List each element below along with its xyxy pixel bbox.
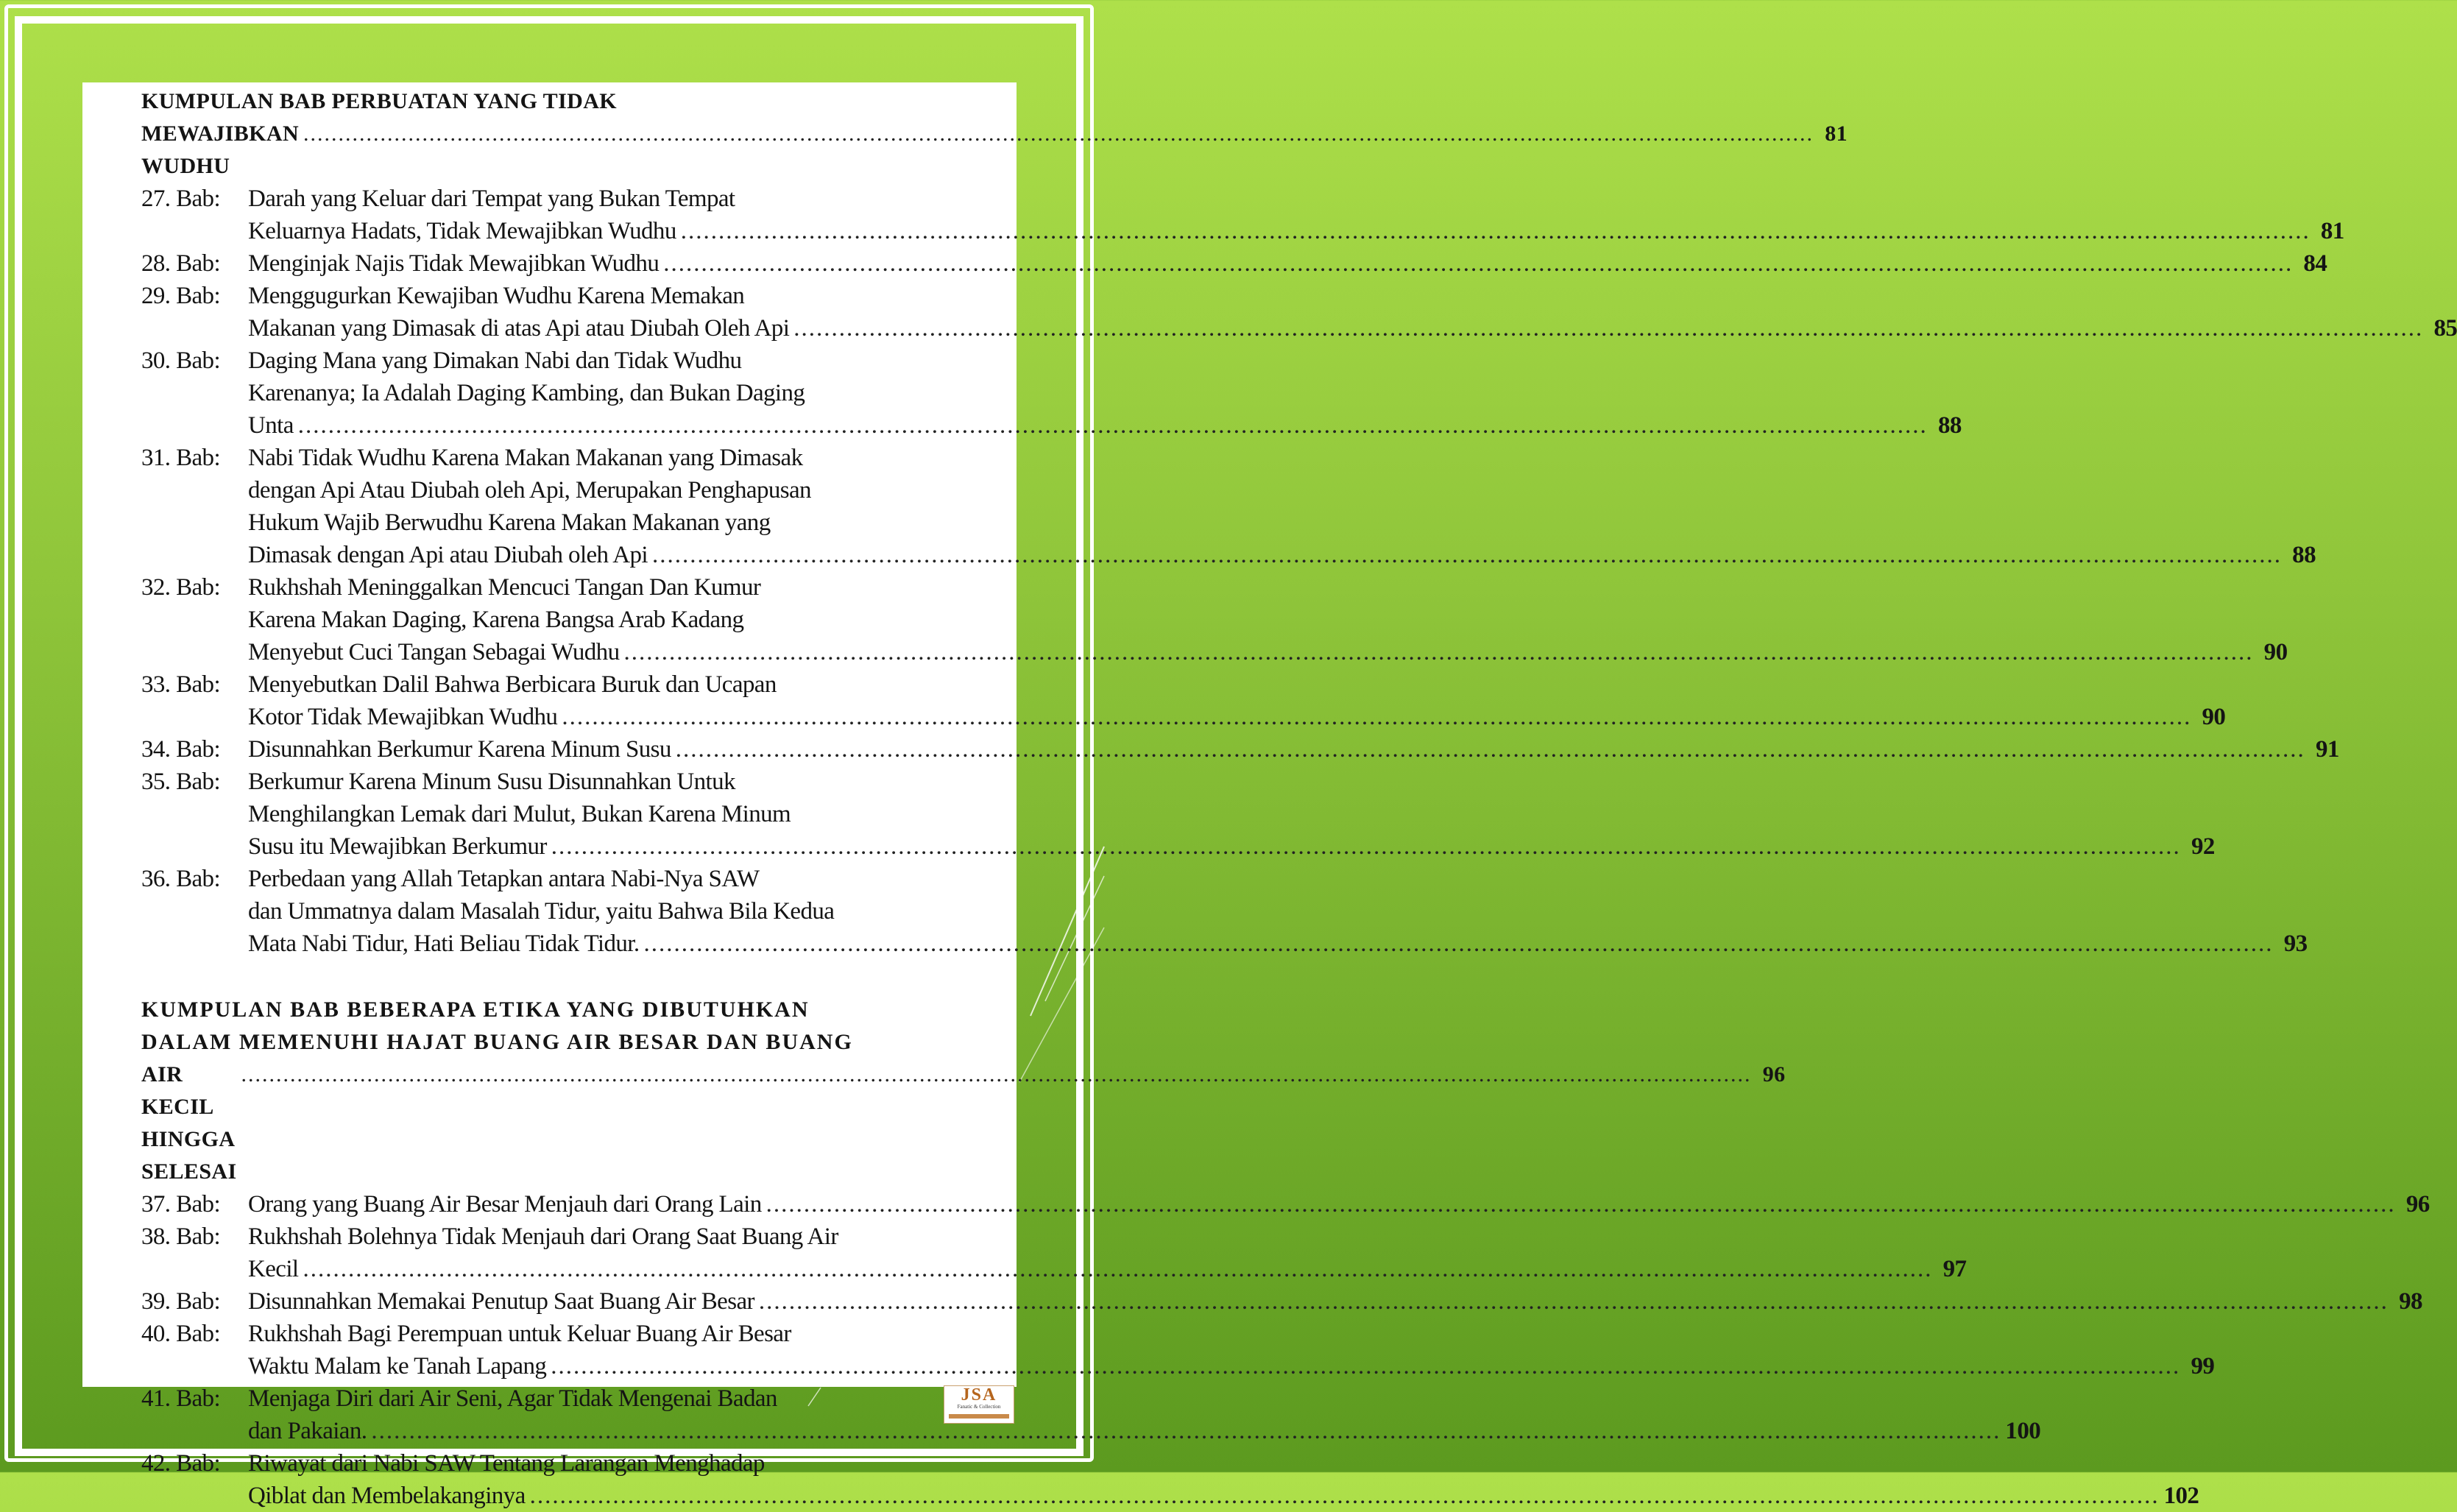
- entry-title-line: Rukhshah Bolehnya Tidak Menjauh dari Orang Saat Buang Air: [248, 1223, 838, 1250]
- toc-entry: [141, 1188, 2430, 1220]
- entry-title: [248, 1447, 2199, 1512]
- dot-leader: [793, 312, 2423, 345]
- dot-leader: [303, 118, 1814, 150]
- toc-entry: [141, 668, 2226, 733]
- page-number: 81: [2320, 218, 2344, 244]
- toc-entry: [141, 863, 2308, 960]
- section-gap: [141, 960, 969, 994]
- entry-title: [248, 280, 2457, 345]
- dot-leader: [766, 1188, 2396, 1220]
- entry-title-last-line: [248, 830, 2215, 863]
- entry-title-line: Rukhshah Bagi Perempuan untuk Keluar Buang Air Besar: [248, 1321, 791, 1347]
- entry-number: 35. Bab:: [141, 769, 221, 795]
- section-heading-last-line: [141, 1059, 1786, 1188]
- page-number: 96: [2405, 1191, 2430, 1218]
- toc-entry: [141, 733, 2339, 766]
- entry-title-line: Darah yang Keluar dari Tempat yang Bukan Tempat: [248, 186, 735, 212]
- entry-title-last-line: [248, 701, 2225, 733]
- entry-title-text: Mata Nabi Tidur, Hati Beliau Tidak Tidur.: [248, 930, 640, 957]
- entry-title-last-line: [248, 928, 2308, 960]
- entry-title-line: Menjaga Diri dari Air Seni, Agar Tidak Mengenai Badan: [248, 1385, 777, 1412]
- entry-title: [248, 1285, 2422, 1318]
- page-number: 90: [2202, 704, 2226, 730]
- entry-title-text: Dimasak dengan Api atau Diubah oleh Api: [248, 542, 648, 568]
- dot-leader: [759, 1285, 2389, 1318]
- entry-title-last-line: [248, 1350, 2214, 1382]
- page-number: 91: [2315, 736, 2339, 763]
- entry-number: 32. Bab:: [141, 574, 221, 601]
- toc-entry: [141, 247, 2327, 280]
- entry-number: 33. Bab:: [141, 671, 221, 698]
- entry-title-line: Riwayat dari Nabi SAW Tentang Larangan Menghadap: [248, 1450, 765, 1477]
- entry-title: [248, 442, 2316, 571]
- entry-title-line: Karena Makan Daging, Karena Bangsa Arab Kadang: [248, 607, 744, 633]
- entry-title-line: Menggugurkan Kewajiban Wudhu Karena Memakan: [248, 283, 745, 309]
- page-number: 96: [1762, 1062, 1786, 1087]
- entry-title: [248, 1382, 2040, 1447]
- entry-title-line: Rukhshah Meninggalkan Mencuci Tangan Dan Kumur: [248, 574, 761, 601]
- entry-title-line: Nabi Tidak Wudhu Karena Makan Makanan yang Dimasak: [248, 445, 803, 471]
- entry-title: [248, 668, 2225, 733]
- entry-title-line: Hukum Wajib Berwudhu Karena Makan Makanan yang: [248, 509, 771, 536]
- toc-entry: [141, 280, 2457, 345]
- jsa-logo: [944, 1385, 1014, 1424]
- section-heading-line: KUMPULAN BAB BEBERAPA ETIKA YANG DIBUTUHKAN: [141, 997, 810, 1022]
- section-heading-text: MEWAJIBKAN WUDHU: [141, 121, 300, 178]
- dot-leader: [652, 539, 2282, 571]
- entry-title-last-line: [248, 215, 2344, 247]
- dot-leader: [551, 830, 2181, 863]
- entry-title-text: Makanan yang Dimasak di atas Api atau Diubah Oleh Api: [248, 315, 790, 342]
- dot-leader: [681, 215, 2311, 247]
- entry-title-last-line: [248, 733, 2339, 766]
- entry-title-text: Waktu Malam ke Tanah Lapang: [248, 1353, 547, 1379]
- entry-title-text: Disunnahkan Memakai Penutup Saat Buang Air Besar: [248, 1288, 754, 1315]
- page-number: 99: [2191, 1353, 2215, 1379]
- entry-number: 38. Bab:: [141, 1223, 221, 1250]
- entry-title: [248, 571, 2287, 668]
- dot-leader: [530, 1480, 2160, 1512]
- page-number: 93: [2283, 930, 2308, 957]
- entry-title-line: Menghilangkan Lemak dari Mulut, Bukan Karena Minum: [248, 801, 791, 827]
- entry-title-line: Karenanya; Ia Adalah Daging Kambing, dan Bukan Daging: [248, 380, 805, 406]
- toc-entry: [141, 1220, 1967, 1285]
- toc-entry: [141, 766, 2215, 863]
- entry-title-text: Kecil: [248, 1256, 299, 1282]
- entry-title-last-line: [248, 636, 2287, 668]
- toc-entry: [141, 1447, 2199, 1512]
- page-number: 90: [2263, 639, 2288, 665]
- entry-number: 28. Bab:: [141, 250, 221, 277]
- entry-number: 34. Bab:: [141, 736, 221, 763]
- entry-number: 41. Bab:: [141, 1385, 221, 1412]
- entry-title-text: Menyebut Cuci Tangan Sebagai Wudhu: [248, 639, 620, 665]
- entry-title-line: dan Ummatnya dalam Masalah Tidur, yaitu Bahwa Bila Kedua: [248, 898, 835, 925]
- dot-leader: [303, 1253, 1932, 1285]
- entry-number: 30. Bab:: [141, 347, 221, 374]
- entry-number: 37. Bab:: [141, 1191, 221, 1218]
- entry-title-last-line: [248, 1188, 2430, 1220]
- entry-title: [248, 1220, 1966, 1285]
- logo-bar: [949, 1414, 1009, 1419]
- dot-leader: [371, 1415, 2001, 1447]
- entry-title: [248, 183, 2344, 247]
- dot-leader: [644, 928, 2274, 960]
- section-heading-text: AIR KECIL HINGGA SELESAI: [141, 1062, 237, 1184]
- entry-title-last-line: [248, 312, 2457, 345]
- entry-title-line: Berkumur Karena Minum Susu Disunnahkan Untuk: [248, 769, 735, 795]
- toc-entry: [141, 345, 1962, 442]
- entry-title-last-line: [248, 1285, 2422, 1318]
- entry-title-last-line: [248, 539, 2316, 571]
- entry-number: 29. Bab:: [141, 283, 221, 309]
- entry-title: [248, 1188, 2430, 1220]
- entry-number: 40. Bab:: [141, 1321, 221, 1347]
- page-number: 97: [1942, 1256, 1967, 1282]
- entry-title: [248, 1318, 2214, 1382]
- entry-title-text: Qiblat dan Membelakanginya: [248, 1483, 526, 1509]
- entry-title-text: dan Pakaian.: [248, 1418, 367, 1444]
- entry-title-last-line: [248, 247, 2327, 280]
- section-heading-line: KUMPULAN BAB PERBUATAN YANG TIDAK: [141, 89, 618, 113]
- entry-title: [248, 345, 1962, 442]
- entry-title-line: dengan Api Atau Diubah oleh Api, Merupakan Penghapusan: [248, 477, 811, 504]
- entry-number: 39. Bab:: [141, 1288, 221, 1315]
- dot-leader: [241, 1059, 1752, 1091]
- entry-title: [248, 766, 2215, 863]
- logo-mark: JSA: [961, 1385, 997, 1405]
- page-number: 81: [1825, 121, 1848, 146]
- entry-title: [248, 733, 2339, 766]
- entry-number: 42. Bab:: [141, 1450, 221, 1477]
- dot-leader: [663, 247, 2293, 280]
- entry-title-last-line: [248, 1415, 2040, 1447]
- entry-title-text: Kotor Tidak Mewajibkan Wudhu: [248, 704, 558, 730]
- entry-title-text: Menginjak Najis Tidak Mewajibkan Wudhu: [248, 250, 660, 277]
- logo-subtitle: Fanatic & Collection: [957, 1404, 1001, 1410]
- toc-entry: [141, 183, 2344, 247]
- toc-entry: [141, 1318, 2215, 1382]
- page-number: 98: [2399, 1288, 2422, 1315]
- page-number: 88: [2292, 542, 2316, 568]
- dot-leader: [551, 1350, 2180, 1382]
- page-number: 84: [2303, 250, 2327, 277]
- entry-title-line: Menyebutkan Dalil Bahwa Berbicara Buruk dan Ucapan: [248, 671, 777, 698]
- entry-title-text: Disunnahkan Berkumur Karena Minum Susu: [248, 736, 671, 763]
- entry-title-last-line: [248, 1253, 1966, 1285]
- entry-title-line: Perbedaan yang Allah Tetapkan antara Nabi-Nya SAW: [248, 866, 760, 892]
- entry-title-line: Daging Mana yang Dimakan Nabi dan Tidak Wudhu: [248, 347, 742, 374]
- entry-title-text: Unta: [248, 412, 294, 439]
- toc-entry: [141, 571, 2288, 668]
- entry-title-text: Keluarnya Hadats, Tidak Mewajibkan Wudhu: [248, 218, 676, 244]
- page-number: 88: [1937, 412, 1962, 439]
- section-heading-line: DALAM MEMENUHI HAJAT BUANG AIR BESAR DAN BUANG: [141, 1030, 853, 1054]
- page-number: 92: [2191, 833, 2215, 860]
- toc-entry: [141, 1285, 2422, 1318]
- entry-title-last-line: [248, 1480, 2199, 1512]
- entry-number: 31. Bab:: [141, 445, 221, 471]
- page-number: 102: [2163, 1483, 2199, 1509]
- entry-title-text: Susu itu Mewajibkan Berkumur: [248, 833, 547, 860]
- entry-number: 36. Bab:: [141, 866, 221, 892]
- entry-title: [248, 247, 2327, 280]
- dot-leader: [623, 636, 2253, 668]
- entry-title: [248, 863, 2308, 960]
- toc-entry: [141, 442, 2316, 571]
- dot-leader: [562, 701, 2191, 733]
- dot-leader: [676, 733, 2305, 766]
- section-heading-last-line: [141, 118, 1848, 183]
- entry-title-last-line: [248, 409, 1962, 442]
- page-number: 85: [2433, 315, 2457, 342]
- dot-leader: [298, 409, 1928, 442]
- entry-number: 27. Bab:: [141, 186, 221, 212]
- entry-title-text: Orang yang Buang Air Besar Menjauh dari Orang Lain: [248, 1191, 762, 1218]
- page-number: 100: [2005, 1418, 2041, 1444]
